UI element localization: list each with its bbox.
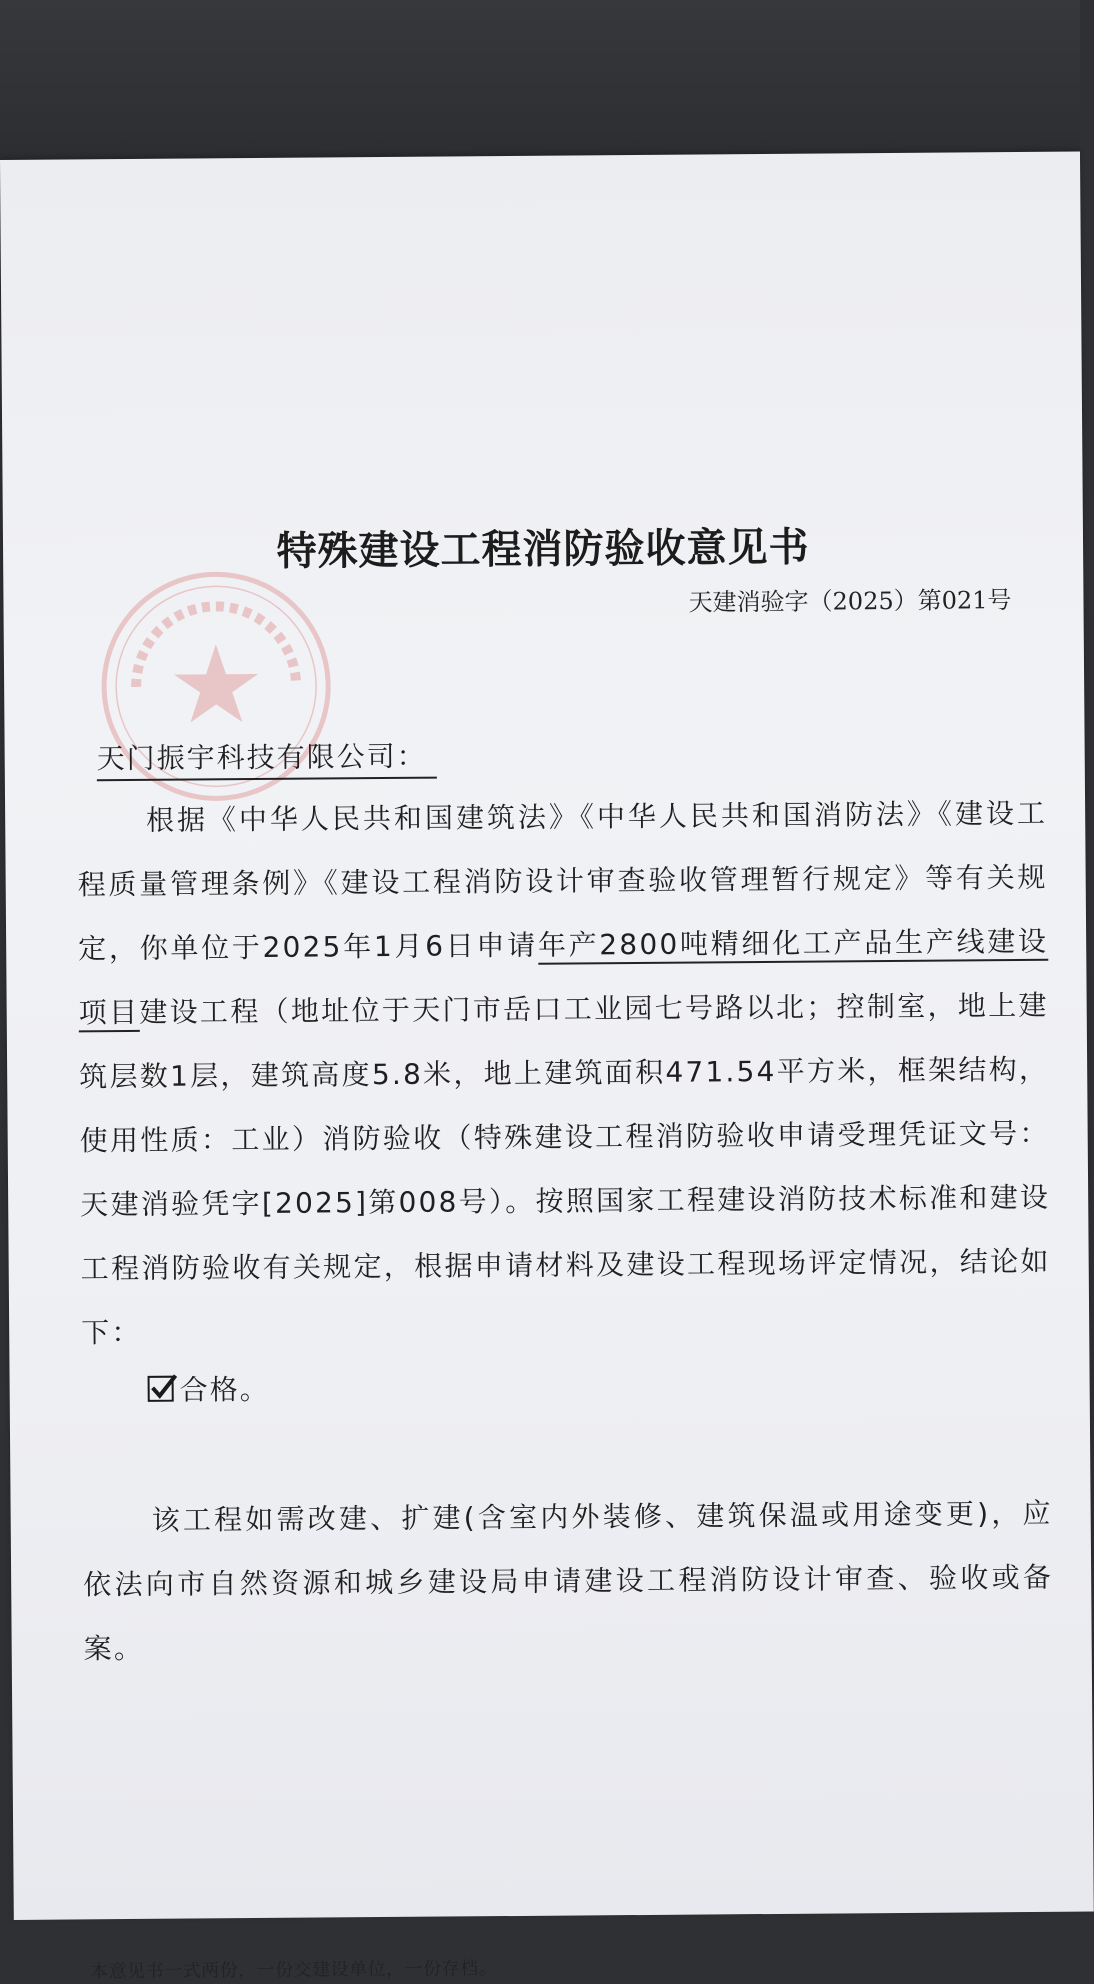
note-text: 该工程如需改建、扩建(含室内外装修、建筑保温或用途变更)，应依法向市自然资源和城乡建设局申请建设工程消防设计审查、验收或备案。 xyxy=(83,1496,1054,1666)
document-title: 特殊建设工程消防验收意见书 xyxy=(276,524,810,575)
result-line xyxy=(147,1368,269,1409)
project-name: 年产2800吨精细化工产品生产线建设项目 xyxy=(79,925,1049,1033)
document-body xyxy=(77,782,1051,1366)
document-paper xyxy=(0,152,1094,1983)
footer-note: 本意见书一式两份，一份交建设单位，一份存档。 xyxy=(90,1958,498,1983)
paragraph-indent xyxy=(77,830,145,831)
checkmark-icon xyxy=(148,1372,178,1402)
modification-note xyxy=(82,1482,1053,1682)
body-part-1: 根据《中华人民共和国建筑法》《中华人民共和国消防法》《建设工程质量管理条例》《建设工程消防设计审查验收管理暂行规定》等有关规定，你单位于2025年1月6日申请 xyxy=(77,796,1048,966)
checked-box-icon xyxy=(148,1376,174,1402)
document-number: 天建消验字（2025）第021号 xyxy=(688,586,1012,617)
result-label: 合格。 xyxy=(179,1372,270,1407)
paragraph-indent xyxy=(83,1530,151,1531)
recipient-name: 天门振宇科技有限公司： xyxy=(97,735,437,782)
body-part-2: 建设工程（地址位于天门市岳口工业园七号路以北；控制室，地上建筑层数1层，建筑高度5.8米，地上建筑面积471.54平方米，框架结构，使用性质：工业）消防验收（特殊建设工程消防验收申请受理凭证文号：天建消验凭字[2025]第008号）。按照国家工程建设消防技术标准和建设工程消防验收有关规定，根据申请材料及建设工程现场评定情况，结论如下： xyxy=(79,988,1051,1350)
